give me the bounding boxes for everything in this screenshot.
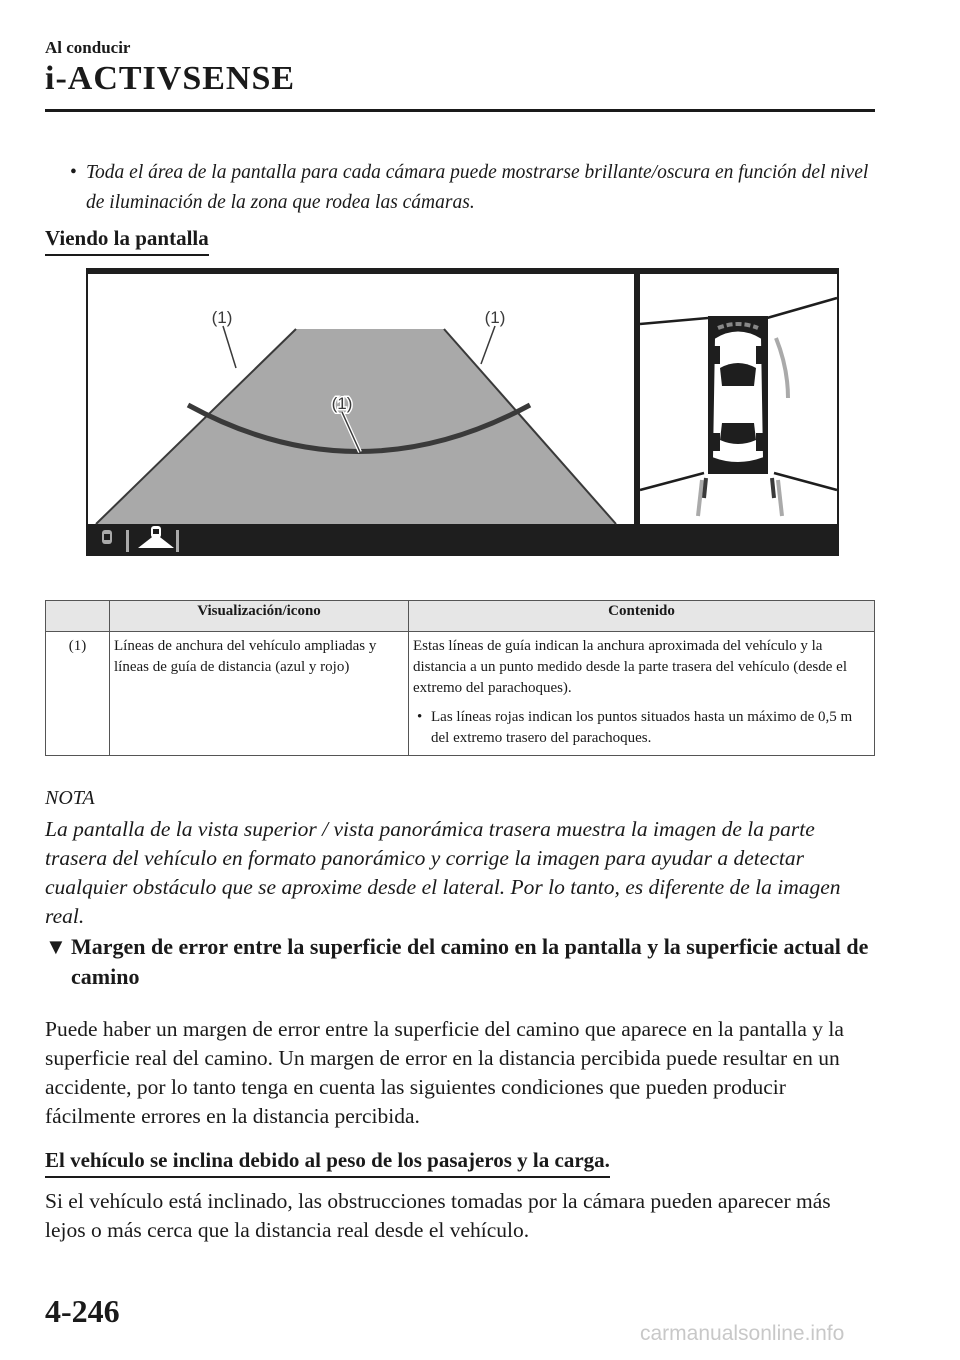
row-content-cell: [409, 632, 875, 756]
camera-screen-figure: [86, 268, 839, 556]
row-bullet-text: Las líneas rojas indican los puntos situados hasta un máximo de 0,5 m del extremo trasero del parachoques.: [431, 709, 853, 746]
section3-paragraph: Si el vehículo está inclinado, las obstrucciones tomadas por la cámara pueden aparecer más lejos o más cerca que la distancia real desde el vehículo.: [45, 1189, 831, 1242]
section-label: Al conducir: [45, 38, 131, 57]
callout-label-center: (1): [331, 394, 353, 413]
watermark-text: carmanualsonline.info: [640, 1322, 845, 1345]
bullet-dot: •: [70, 162, 77, 183]
triangle-marker-icon: ▼: [45, 934, 67, 959]
note-label: NOTA: [45, 787, 95, 809]
table-header-display: Visualización/icono: [110, 601, 409, 632]
intro-text: Toda el área de la pantalla para cada cámara puede mostrarse brillante/oscura en función del nivel de iluminación de la zona que rodea las cámaras.: [86, 162, 869, 213]
table-header-row: [46, 601, 875, 632]
row-content-bullet: [413, 707, 870, 749]
bar-divider: [126, 530, 129, 552]
section2-heading-block: [45, 932, 875, 992]
callout-label-left: (1): [211, 308, 233, 327]
row-number: (1): [46, 632, 110, 756]
viewing-heading: Viendo la pantalla: [45, 226, 209, 256]
callout-label-right: (1): [484, 308, 506, 327]
section2-heading: Margen de error entre la superficie del camino en la pantalla y la superficie actual de camino: [71, 934, 869, 989]
sensor-icon: [102, 530, 112, 544]
title-divider: [45, 109, 875, 112]
chapter-title: i-ACTIVSENSE: [45, 60, 296, 97]
table-header-content: Contenido: [409, 601, 875, 632]
table-row: [46, 632, 875, 756]
page-number: 4-246: [45, 1293, 120, 1329]
row-content: Estas líneas de guía indican la anchura aproximada del vehículo y la distancia a un punto medido desde la parte trasera del vehículo (desde el extremo del parachoques).: [413, 638, 848, 696]
section2-paragraph: Puede haber un margen de error entre la superficie del camino que aparece en la pantalla y la superficie real del camino. Un margen de error en la distancia percibida puede resultar en un accidente, por lo tanto tenga en cuenta las siguientes condiciones que pueden producir fácilmente errores en la distancia percibida.: [45, 1017, 844, 1128]
bullet-dot: •: [417, 709, 423, 725]
intro-bullet-item: [72, 158, 872, 218]
note-text: La pantalla de la vista superior / vista panorámica trasera muestra la imagen de la parte trasera del vehículo en formato panorámico y corrige la imagen para ayudar a detectar cualquier obstáculo que se aproxime desde el lateral. Por lo tanto, es diferente de la imagen real.: [45, 817, 841, 928]
row-display: Líneas de anchura del vehículo ampliadas y líneas de guía de distancia (azul y rojo): [110, 632, 409, 756]
section3-heading: El vehículo se inclina debido al peso de los pasajeros y la carga.: [45, 1148, 610, 1178]
table-header-num: [46, 601, 110, 632]
display-table: [45, 600, 875, 756]
bar-divider: [176, 530, 179, 552]
